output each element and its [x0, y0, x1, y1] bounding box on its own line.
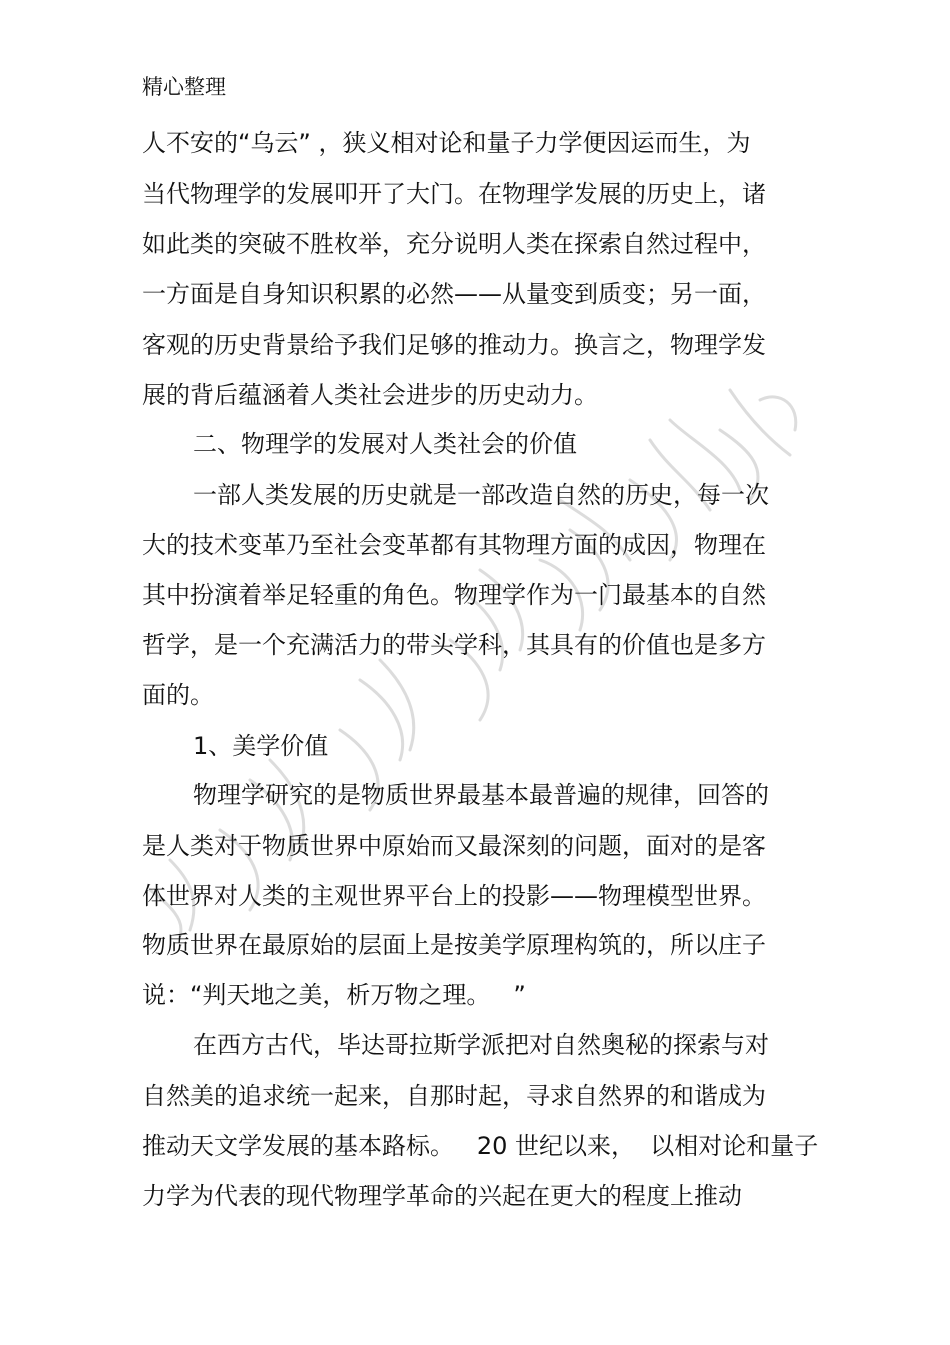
paragraph-line: 如此类的突破不胜枚举，充分说明人类在探索自然过程中，	[142, 230, 766, 258]
paragraph-line: 当代物理学的发展叩开了大门。在物理学发展的历史上，诸	[142, 180, 766, 208]
paragraph-line: 体世界对人类的主观世界平台上的投影——物理模型世界。	[142, 882, 766, 910]
paragraph-line: 一部人类发展的历史就是一部改造自然的历史，每一次	[193, 481, 769, 509]
page-header: 精心整理	[142, 75, 226, 99]
paragraph-line: 物质世界在最原始的层面上是按美学原理构筑的，所以庄子	[142, 931, 766, 959]
paragraph-line: 在西方古代，毕达哥拉斯学派把对自然奥秘的探索与对	[193, 1031, 769, 1059]
paragraph-line: 展的背后蕴涵着人类社会进步的历史动力。	[142, 381, 598, 409]
paragraph-line: 大的技术变革乃至社会变革都有其物理方面的成因，物理在	[142, 531, 766, 559]
paragraph-line: 客观的历史背景给予我们足够的推动力。换言之，物理学发	[142, 331, 766, 359]
paragraph-line: 人不安的“乌云” ，狭义相对论和量子力学便因运而生，为	[142, 129, 751, 157]
paragraph-line: 面的。	[142, 681, 214, 709]
paragraph-line: 其中扮演着举足轻重的角色。物理学作为一门最基本的自然	[142, 581, 766, 609]
paragraph-line: 一方面是自身知识积累的必然——从量变到质变；另一面，	[142, 280, 766, 308]
subsection-heading: 1、美学价值	[193, 732, 329, 760]
section-heading: 二、物理学的发展对人类社会的价值	[193, 430, 577, 458]
paragraph-line: 物理学研究的是物质世界最基本最普遍的规律，回答的	[193, 781, 769, 809]
paragraph-line: 哲学，是一个充满活力的带头学科，其具有的价值也是多方	[142, 631, 766, 659]
paragraph-line: 力学为代表的现代物理学革命的兴起在更大的程度上推动	[142, 1182, 742, 1210]
paragraph-line: 是人类对于物质世界中原始而又最深刻的问题，面对的是客	[142, 832, 766, 860]
paragraph-line: 说：“判天地之美，析万物之理。 ”	[142, 981, 526, 1009]
paragraph-line: 推动天文学发展的基本路标。 20 世纪以来， 以相对论和量子	[142, 1132, 819, 1160]
paragraph-line: 自然美的追求统一起来，自那时起，寻求自然界的和谐成为	[142, 1082, 766, 1110]
